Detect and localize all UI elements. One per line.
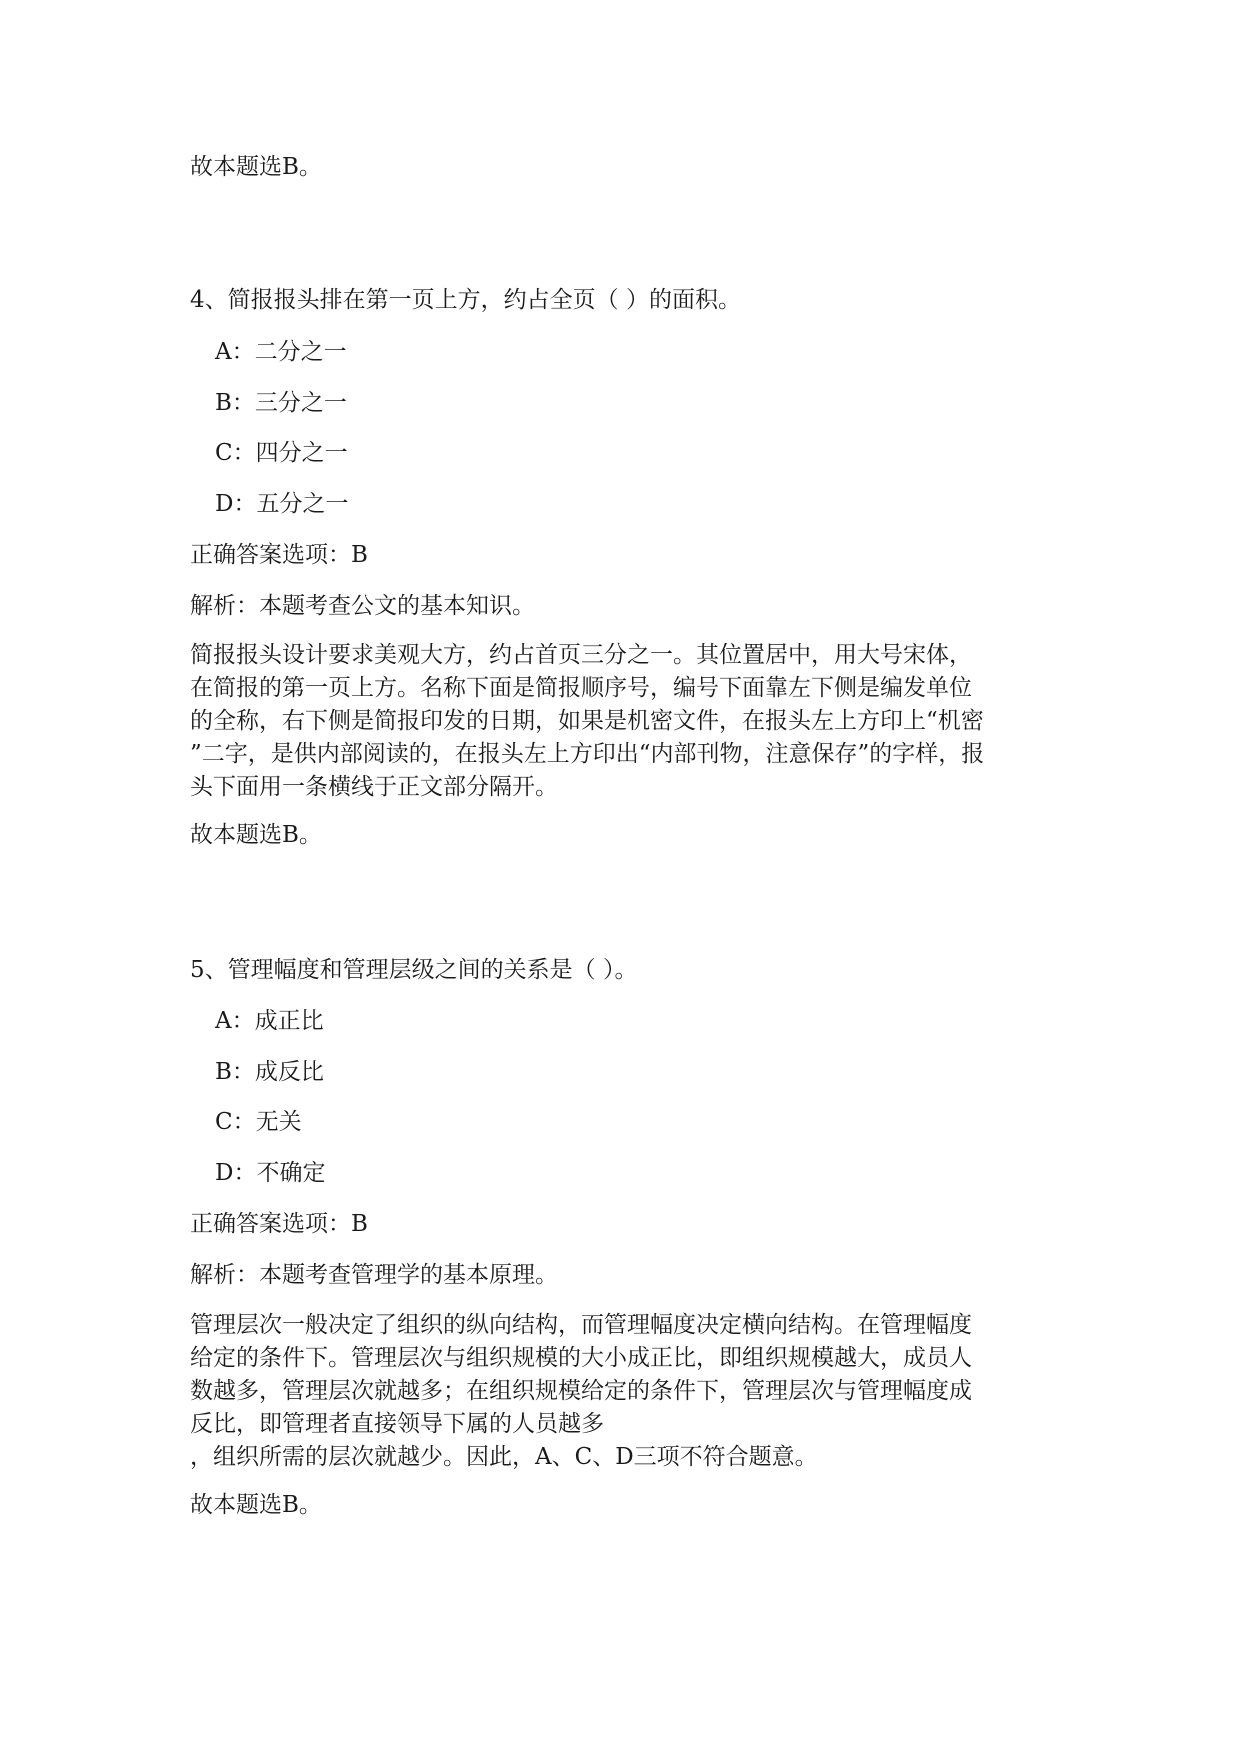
option-d: D：五分之一 xyxy=(215,491,349,517)
option-b: B：成反比 xyxy=(215,1059,324,1085)
option-a: A：二分之一 xyxy=(215,339,347,365)
option-d: D：不确定 xyxy=(215,1160,326,1186)
analysis-line: 给定的条件下。管理层次与组织规模的大小成正比，即组织规模越大，成员人 xyxy=(190,1345,972,1371)
analysis-title: 解析：本题考查管理学的基本原理。 xyxy=(190,1262,558,1288)
answer-text: 正确答案选项：B xyxy=(190,1211,368,1237)
analysis-line: 反比，即管理者直接领导下属的人员越多 xyxy=(190,1411,604,1437)
analysis-line: 的全称，右下侧是简报印发的日期，如果是机密文件，在报头左上方印上“机密 xyxy=(190,708,984,734)
option-c: C：无关 xyxy=(215,1109,302,1135)
analysis-paragraph xyxy=(190,639,1070,804)
analysis-line: 数越多，管理层次就越多；在组织规模给定的条件下，管理层次与管理幅度成 xyxy=(190,1378,972,1404)
question-stem: 5、管理幅度和管理层级之间的关系是（ ）。 xyxy=(190,957,638,983)
question-stem: 4、简报报头排在第一页上方，约占全页（ ）的面积。 xyxy=(190,287,741,313)
analysis-line: 头下面用一条横线于正文部分隔开。 xyxy=(190,774,558,800)
analysis-line: 在简报的第一页上方。名称下面是简报顺序号，编号下面靠左下侧是编发单位 xyxy=(190,675,972,701)
conclusion-text: 故本题选B。 xyxy=(190,154,322,180)
conclusion-text: 故本题选B。 xyxy=(190,1492,322,1518)
option-c: C：四分之一 xyxy=(215,440,348,466)
analysis-line: 管理层次一般决定了组织的纵向结构，而管理幅度决定横向结构。在管理幅度 xyxy=(190,1312,972,1338)
option-b: B：三分之一 xyxy=(215,390,347,416)
analysis-line: ”二字，是供内部阅读的，在报头左上方印出“内部刊物，注意保存”的字样，报 xyxy=(190,741,985,767)
analysis-title: 解析：本题考查公文的基本知识。 xyxy=(190,593,535,619)
analysis-line: 简报报头设计要求美观大方，约占首页三分之一。其位置居中，用大号宋体， xyxy=(190,642,972,668)
analysis-paragraph xyxy=(190,1309,1070,1474)
conclusion-text: 故本题选B。 xyxy=(190,822,322,848)
answer-text: 正确答案选项：B xyxy=(190,542,368,568)
option-a: A：成正比 xyxy=(215,1008,324,1034)
analysis-line: ，组织所需的层次就越少。因此，A、C、D三项不符合题意。 xyxy=(190,1444,818,1470)
